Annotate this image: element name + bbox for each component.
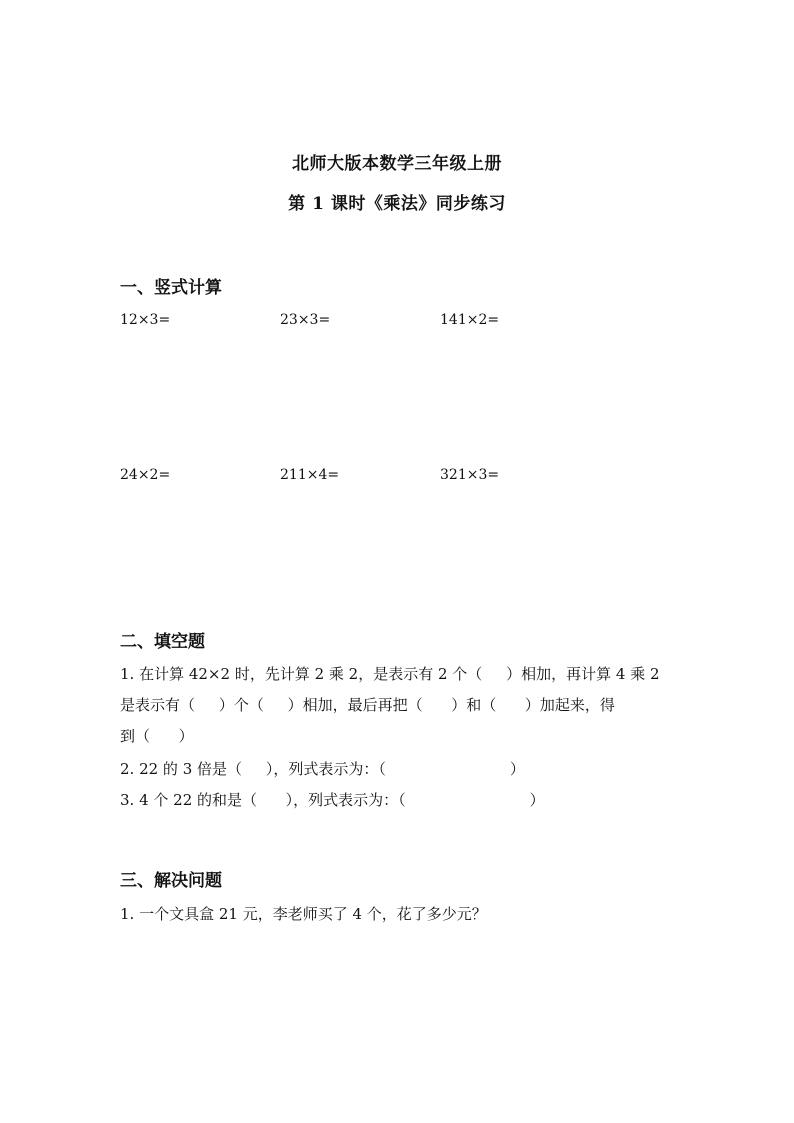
fill-blank-line-5: 3. 4 个 22 的和是（ ），列式表示为：（ ） (120, 791, 545, 809)
fill-blank-line-2: 是表示有（ ）个（ ）相加，最后再把（ ）和（ ）加起来，得 (120, 696, 615, 714)
calc-problem-4: 24×2= (120, 467, 171, 483)
calc-problem-1: 12×3= (120, 312, 171, 328)
word-problem-1: 1. 一个文具盒 21 元，李老师买了 4 个，花了多少元？ (120, 905, 487, 923)
page-title: 北师大版本数学三年级上册 (292, 154, 502, 174)
page-subtitle: 第 1 课时《乘法》同步练习 (288, 194, 506, 214)
calc-problem-6: 321×3= (440, 467, 500, 483)
fill-blank-line-3: 到（ ） (120, 727, 194, 745)
fill-blank-line-4: 2. 22 的 3 倍是（ ），列式表示为：（ ） (120, 760, 525, 778)
fill-blank-line-1: 1. 在计算 42×2 时，先计算 2 乘 2，是表示有 2 个（ ）相加，再计算 4 乘 2 (120, 665, 660, 683)
calc-problem-3: 141×2= (440, 312, 500, 328)
section-heading-fill-blank: 二、填空题 (120, 632, 205, 652)
calc-problem-5: 211×4= (280, 467, 340, 483)
section-heading-vertical-calc: 一、竖式计算 (120, 278, 222, 298)
calc-problem-2: 23×3= (280, 312, 331, 328)
section-heading-word-problems: 三、解决问题 (120, 871, 222, 891)
